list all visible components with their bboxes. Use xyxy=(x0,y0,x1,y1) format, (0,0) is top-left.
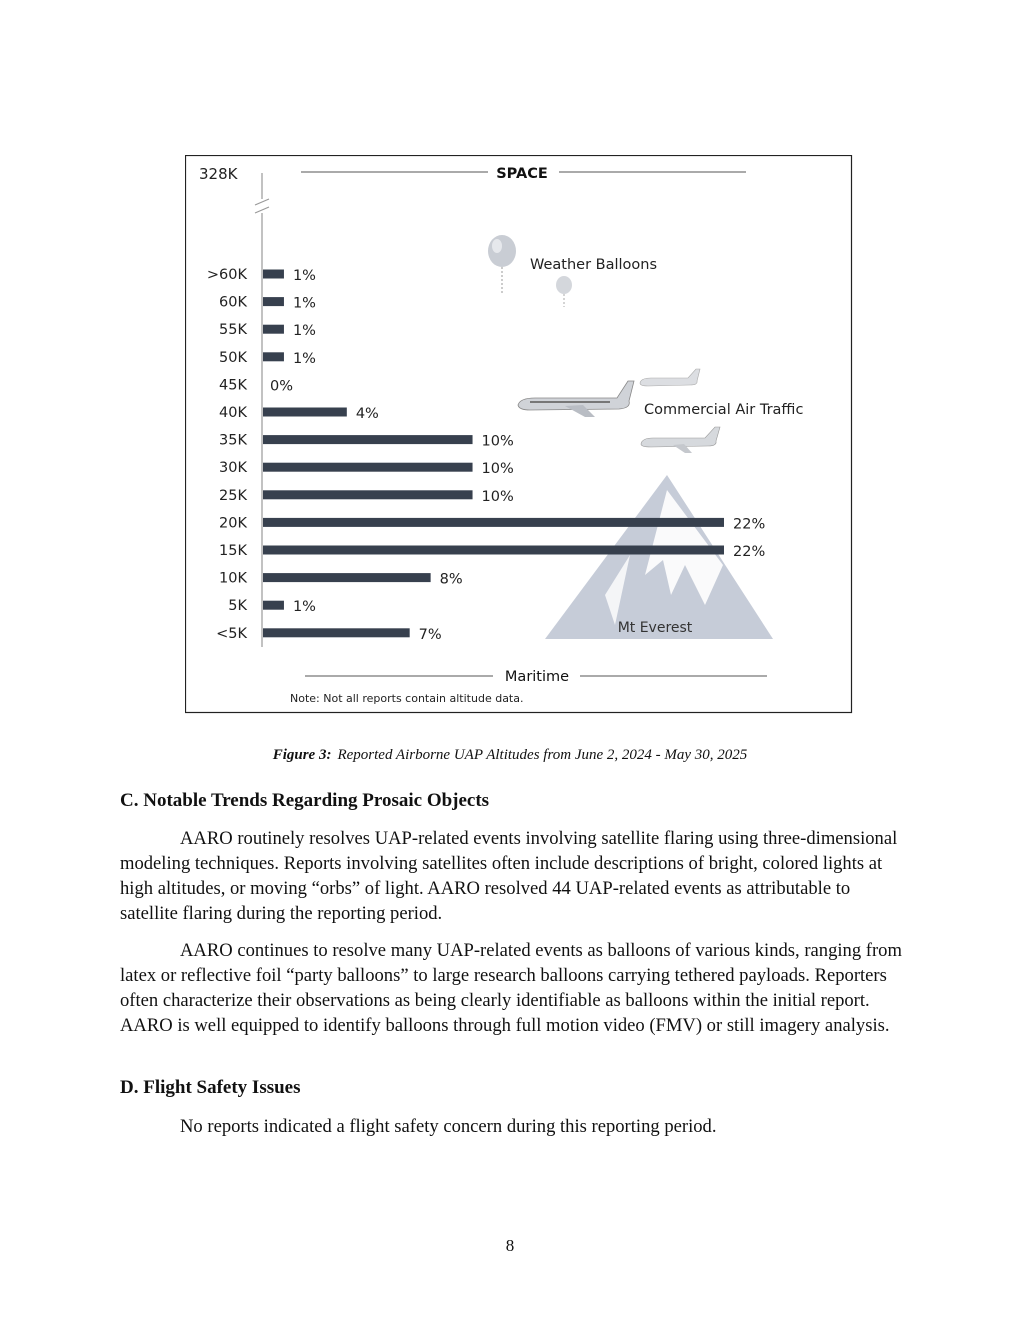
bar xyxy=(263,408,347,417)
bar xyxy=(263,435,473,444)
value-label: 1% xyxy=(292,350,316,367)
bar xyxy=(263,518,724,527)
category-label: 10K xyxy=(219,570,247,587)
axis-break-icon xyxy=(255,199,269,213)
category-label: 5K xyxy=(228,598,247,615)
section-heading-prosaic: C. Notable Trends Regarding Prosaic Objects xyxy=(120,790,490,811)
value-label: 1% xyxy=(292,295,316,312)
category-label: <5K xyxy=(216,625,247,642)
space-label: SPACE xyxy=(496,166,548,182)
category-label: 25K xyxy=(219,487,247,504)
value-label: 1% xyxy=(292,599,316,616)
top-axis-label: 328K xyxy=(199,165,238,183)
value-label: 8% xyxy=(439,571,463,588)
value-label: 4% xyxy=(355,406,379,422)
caption-text: Reported Airborne UAP Altitudes from June 2, 2024 - May 30, 2025 xyxy=(337,747,748,763)
figure-caption xyxy=(0,747,1020,764)
altitude-figure xyxy=(185,155,853,714)
value-label: 1% xyxy=(292,268,316,284)
value-label: 1% xyxy=(292,323,316,340)
bar xyxy=(263,601,284,610)
category-label: 30K xyxy=(219,460,247,477)
value-label: 0% xyxy=(270,378,294,395)
category-label: 35K xyxy=(219,432,247,449)
paragraph-satellite-flaring: AARO routinely resolves UAP-related events involving satellite flaring using three-dimensional modeling techniques. Reports involving satellites often include descriptions of bright, colored lights at high altitudes, or moving “orbs” of light. AARO resolved 44 UAP-related events as attributable to satellite flaring during the reporting period. xyxy=(120,828,898,924)
category-label: 15K xyxy=(219,543,247,559)
value-label: 10% xyxy=(481,433,514,450)
caption-label: Figure 3: xyxy=(272,747,332,763)
weather-balloons-label: Weather Balloons xyxy=(530,257,658,273)
category-label: 60K xyxy=(219,294,247,311)
value-label: 22% xyxy=(733,516,766,533)
paragraph-balloons: AARO continues to resolve many UAP-related events as balloons of various kinds, ranging from latex or reflective foil “party balloons” to large research balloons carrying tethered payloads. Reporters often characterize their observations as being clearly identifiable as balloons within the initial report. AARO is well equipped to identify balloons through full motion video (FMV) or still imagery analysis. xyxy=(120,940,902,1036)
bar xyxy=(263,270,284,279)
figure-note: Note: Not all reports contain altitude data. xyxy=(290,692,524,705)
paragraph-flight-safety: No reports indicated a flight safety concern during this reporting period. xyxy=(180,1116,717,1137)
value-label: 10% xyxy=(481,461,514,478)
bar xyxy=(263,297,284,306)
value-label: 7% xyxy=(418,626,442,643)
category-label: 45K xyxy=(219,377,247,394)
everest-label: Mt Everest xyxy=(617,620,693,636)
category-label: >60K xyxy=(206,267,247,283)
category-label: 40K xyxy=(219,405,247,421)
commercial-air-label: Commercial Air Traffic xyxy=(644,402,804,418)
bar xyxy=(263,628,410,637)
section-heading-flight-safety: D. Flight Safety Issues xyxy=(120,1077,301,1098)
bar xyxy=(263,490,473,499)
page-number: 8 xyxy=(505,1236,515,1255)
bar xyxy=(263,546,724,555)
maritime-label: Maritime xyxy=(504,669,570,685)
bar xyxy=(263,325,284,334)
category-label: 20K xyxy=(219,515,247,532)
value-label: 22% xyxy=(733,544,766,560)
bar xyxy=(263,573,431,582)
value-label: 10% xyxy=(481,488,514,505)
category-label: 50K xyxy=(219,349,247,366)
bar xyxy=(263,352,284,361)
category-label: 55K xyxy=(219,322,247,339)
bar xyxy=(263,463,473,472)
